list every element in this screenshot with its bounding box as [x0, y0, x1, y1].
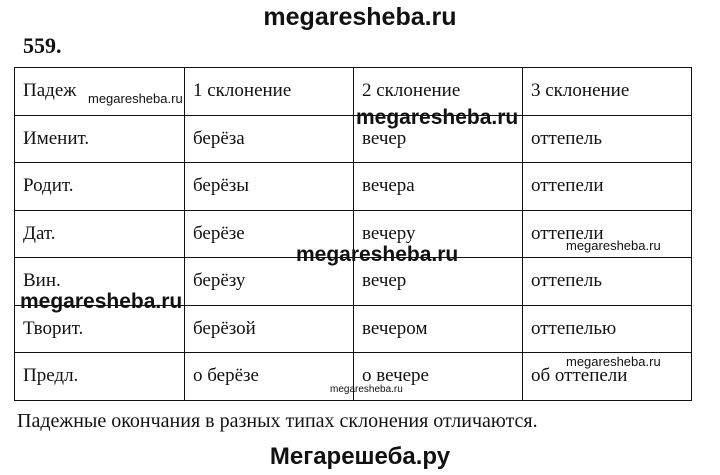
table-cell: оттепелью: [523, 305, 692, 353]
table-header-row: [15, 68, 692, 116]
watermark: megaresheba.ru: [356, 106, 519, 129]
table-cell: вечером: [354, 305, 523, 353]
watermark: megaresheba.ru: [88, 91, 183, 106]
table-cell: берёзы: [185, 163, 354, 211]
table-cell: оттепели: [523, 210, 692, 258]
header-cell-case: Падеж: [15, 68, 185, 116]
declension-table: [14, 67, 692, 401]
table-cell: вечера: [354, 163, 523, 211]
conclusion-text: Падежные окончания в разных типах склонения отличаются.: [17, 410, 538, 432]
table-row: [15, 258, 692, 306]
site-header: megaresheba.ru: [263, 3, 457, 31]
task-number: 559.: [23, 33, 62, 58]
table-row: [15, 163, 692, 211]
table-cell: Предл.: [15, 353, 185, 401]
table-cell: вечер: [354, 115, 523, 163]
watermark: megaresheba.ru: [20, 290, 183, 313]
table-cell: берёзе: [185, 210, 354, 258]
table-cell: Дат.: [15, 210, 185, 258]
table-cell: Родит.: [15, 163, 185, 211]
table-cell: об оттепели: [523, 353, 692, 401]
table-cell: Творит.: [15, 305, 185, 353]
header-cell-declension-2: 2 склонение: [354, 68, 523, 116]
header-cell-declension-3: 3 склонение: [523, 68, 692, 116]
table-cell: Вин.: [15, 258, 185, 306]
table-cell: оттепель: [523, 258, 692, 306]
table-row: [15, 115, 692, 163]
header-cell-declension-1: 1 склонение: [185, 68, 354, 116]
footer-brand: Мегарешеба.ру: [269, 443, 451, 470]
table-cell: оттепель: [523, 115, 692, 163]
table-cell: Именит.: [15, 115, 185, 163]
table-row: [15, 305, 692, 353]
watermark: megaresheba.ru: [566, 238, 661, 253]
table-cell: о вечере: [354, 353, 523, 401]
watermark: megaresheba.ru: [330, 384, 403, 395]
watermark: megaresheba.ru: [296, 243, 459, 266]
table-cell: берёзой: [185, 305, 354, 353]
table-cell: о берёзе: [185, 353, 354, 401]
table-cell: оттепели: [523, 163, 692, 211]
table-cell: вечеру: [354, 210, 523, 258]
table-cell: вечер: [354, 258, 523, 306]
table-cell: берёза: [185, 115, 354, 163]
watermark: megaresheba.ru: [566, 354, 661, 369]
table-row: [15, 353, 692, 401]
table-row: [15, 210, 692, 258]
table-cell: берёзу: [185, 258, 354, 306]
